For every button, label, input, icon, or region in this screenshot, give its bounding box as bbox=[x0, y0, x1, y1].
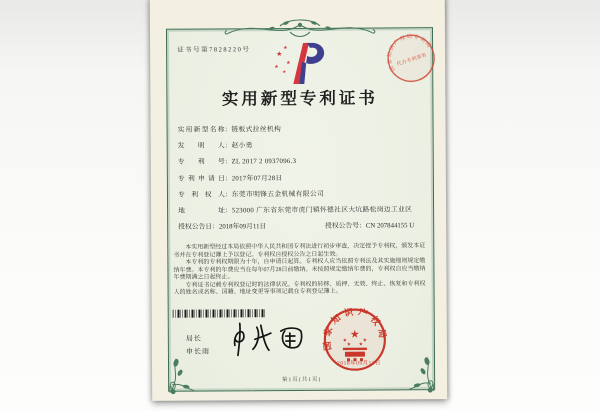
svg-text:代办专利事务: 代办专利事务 bbox=[396, 52, 428, 68]
field-label: 专 利 号 bbox=[177, 158, 225, 167]
barcode-icon bbox=[173, 309, 266, 318]
patent-office-logo-icon bbox=[266, 40, 326, 87]
field-row-inventor: 发 明 人 ： 赵小勇 bbox=[178, 141, 418, 150]
certificate-title: 实用新型专利证书 bbox=[221, 88, 378, 109]
field-row-name: 实用新型名称 ： 链板式拉丝机构 bbox=[178, 125, 418, 134]
field-value: 赵小勇 bbox=[231, 142, 253, 150]
svg-text:★: ★ bbox=[362, 338, 368, 344]
field-row-filing-date: 专利申请日 ： 2017年07月28日 bbox=[178, 174, 418, 183]
legal-text bbox=[173, 243, 425, 297]
svg-text:★: ★ bbox=[282, 69, 287, 75]
field-value: 2017年07月28日 bbox=[231, 174, 283, 182]
legal-paragraph: 本实用新型经过本局依照中华人民共和国专利法进行初步审查，决定授予专利权，颁发本证书并在专利登记簿上予以登记。专利权自授权公告之日起生效。 bbox=[173, 243, 426, 259]
field-value: 东莞市明锋五金机械有限公司 bbox=[231, 190, 325, 199]
bottom-right-flourish-icon bbox=[397, 349, 437, 393]
svg-text:★: ★ bbox=[276, 50, 283, 59]
signature-icon bbox=[227, 319, 309, 360]
field-label: 地 址 bbox=[178, 207, 226, 215]
certificate-number: 证书号第7828220号 bbox=[177, 46, 251, 54]
legal-paragraph: 本专利的专利权期限为十年，自申请日起算。专利权人应当依照专利法及其实施细则规定缴纳年费。本专利的年费应当在每年07月28日前缴纳。未按照规定缴纳年费的，专利权自应当缴纳年费期满之日起终止。 bbox=[173, 258, 426, 281]
field-row-patent-no: 专 利 号 ： ZL 2017 2 0937096.3 bbox=[178, 158, 418, 167]
svg-text:国家知识产权局: 国家知识产权局 bbox=[321, 306, 389, 352]
svg-text:★: ★ bbox=[358, 342, 364, 348]
field-label: 专利申请日 bbox=[177, 175, 225, 183]
svg-text:国家知识产权局专利局: 国家知识产权局专利局 bbox=[386, 33, 433, 73]
field-label: 实用新型名称 bbox=[177, 126, 225, 134]
grant-row bbox=[178, 222, 418, 231]
svg-text:★: ★ bbox=[283, 46, 288, 52]
field-list bbox=[178, 125, 419, 232]
svg-text:★: ★ bbox=[346, 342, 352, 348]
legal-paragraph: 专利证书记载专利权登记时的法律状况。专利权的转移、质押、无效、终止、恢复和专利权人的姓名或名称、国籍、地址变更等事项记载在专利登记簿上。 bbox=[173, 280, 426, 296]
field-value: 523000 广东省东莞市虎门镇怀德社区大坑路松岗边工业区 bbox=[231, 206, 413, 215]
page-number: 第1页(共1页) bbox=[282, 376, 322, 384]
top-flourish-icon bbox=[219, 16, 379, 43]
svg-text:★: ★ bbox=[349, 328, 360, 341]
grant-number: 授权公告号：CN 207844155 U bbox=[325, 222, 415, 230]
field-row-patentee: 专 利 权 人 ： 东莞市明锋五金机械有限公司 bbox=[178, 190, 418, 199]
grant-date: 授权公告日：2018年09月11日 bbox=[178, 223, 267, 231]
field-label: 专 利 权 人 bbox=[177, 191, 225, 199]
svg-text:★: ★ bbox=[274, 65, 279, 71]
svg-text:★: ★ bbox=[286, 61, 291, 67]
certificate-paper bbox=[150, 0, 447, 401]
director-label: 局长 bbox=[185, 334, 202, 343]
director-name: 申长雨 bbox=[185, 347, 210, 356]
field-value: 链板式拉丝机构 bbox=[231, 126, 282, 134]
seal-date: 2018年09月11日 bbox=[337, 360, 381, 367]
field-row-address: 地 址 ： 523000 广东省东莞市虎门镇怀德社区大坑路松岗边工业区 bbox=[178, 206, 418, 215]
director-block bbox=[186, 333, 210, 358]
certificate-border-frame bbox=[166, 27, 435, 392]
field-value: ZL 2017 2 0937096.3 bbox=[231, 158, 297, 166]
agency-stamp-icon bbox=[384, 30, 438, 86]
svg-text:★: ★ bbox=[342, 338, 348, 344]
field-label: 发 明 人 bbox=[177, 142, 225, 150]
